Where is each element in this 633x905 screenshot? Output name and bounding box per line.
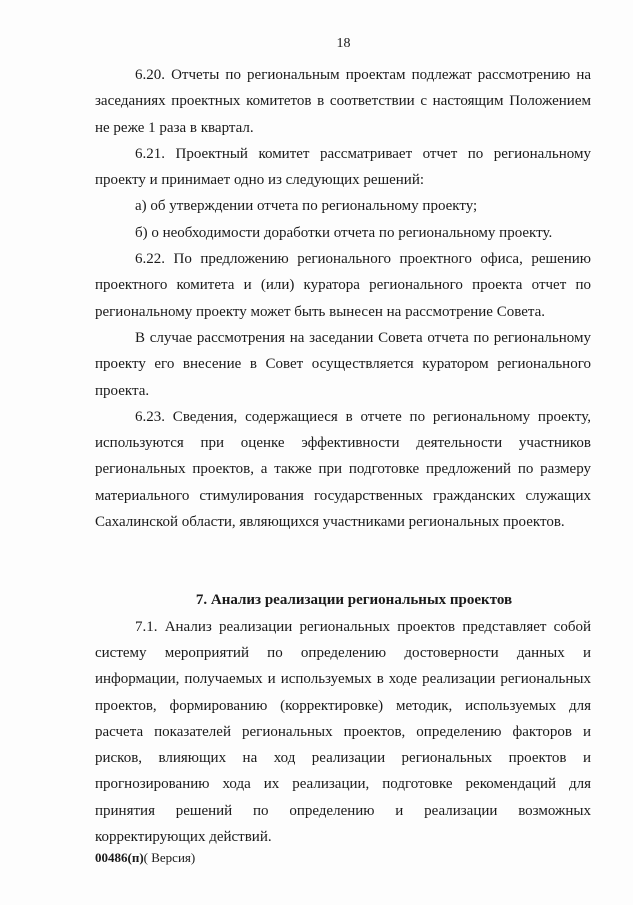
paragraph-6-23: 6.23. Сведения, содержащиеся в отчете по региональному проекту, используются при оценке эффективности деятельности участников региональных проектов, а также при подготовке предложений по размеру материального стимулирования государственных гражданских служащих Сахалинской области, являющихся участниками региональных проектов. [95, 408, 591, 531]
paragraph-6-22: 6.22. По предложению регионального проектного офиса, решению проектного комитета и (или) куратора регионального проекта отчет по региональному проекту может быть вынесен на рассмотрение Совета. [95, 251, 591, 320]
paragraph-6-21: 6.21. Проектный комитет рассматривает отчет по региональному проекту и принимает одно из следующих решений: [95, 145, 591, 189]
page-number: 18 [336, 36, 351, 51]
paragraph-6-22-council: В случае рассмотрения на заседании Совета отчета по региональному проекту его внесение в Совет осуществляется куратором регионального проекта. [95, 329, 591, 399]
document-body [95, 62, 591, 850]
paragraph-6-20: 6.20. Отчеты по региональным проектам подлежат рассмотрению на заседаниях проектных комитетов в соответствии с настоящим Положением не реже 1 раза в квартал. [95, 67, 591, 136]
paragraph-6-21-a: а) об утверждении отчета по региональному проекту; [135, 198, 478, 215]
paragraph-7-1: 7.1. Анализ реализации региональных проектов представляет собой систему мероприятий по определению достоверности данных и информации, получаемых и используемых в ходе реализации региональных проектов, формированию (корректировке) методик, используемых для расчета показателей региональных проектов, определению факторов и рисков, влияющих на ход реализации региональных проектов и прогнозированию хода их реализации, подготовке рекомендаций для принятия решений по определению и реализации возможных корректирующих действий. [95, 618, 591, 846]
section-heading: 7. Анализ реализации региональных проектов [195, 592, 513, 609]
paragraph-6-21-b: б) о необходимости доработки отчета по региональному проекту. [135, 224, 553, 241]
document-version: ( Версия) [143, 850, 196, 865]
document-footer [95, 850, 195, 866]
document-code: 00486(п) [95, 850, 144, 865]
